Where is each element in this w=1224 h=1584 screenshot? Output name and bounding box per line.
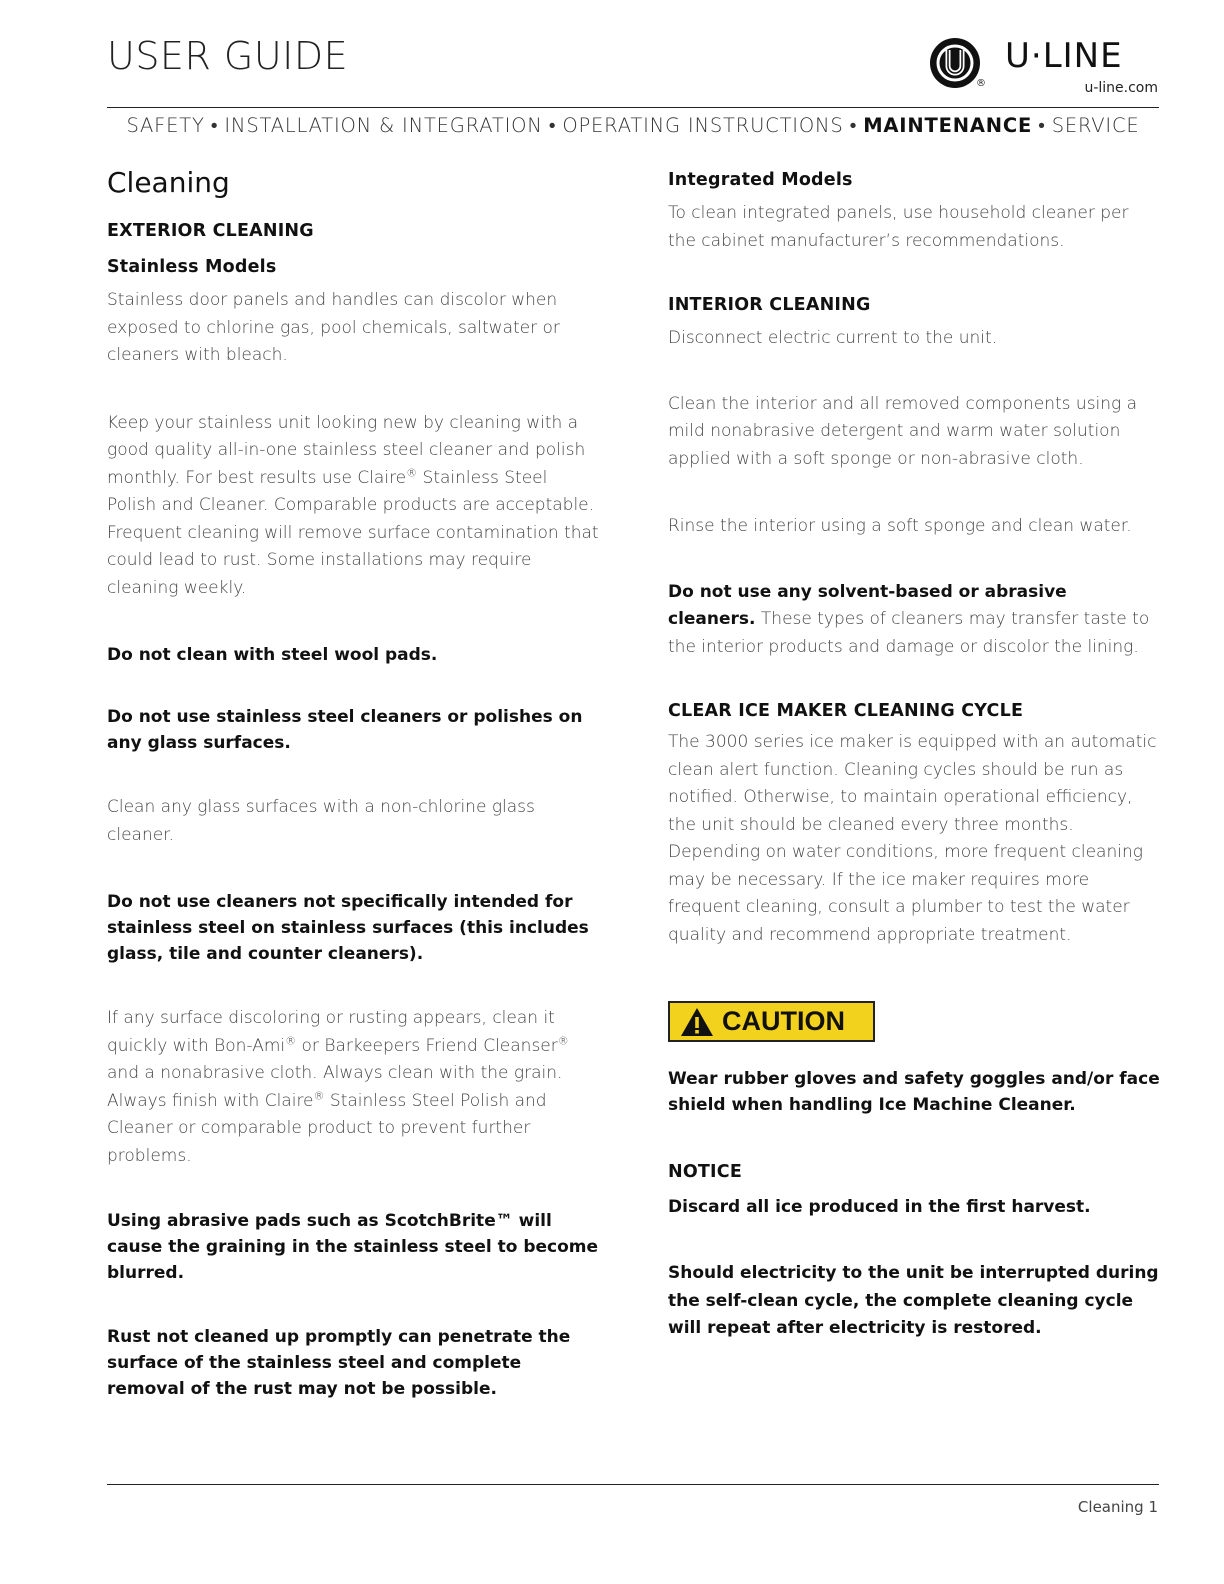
power-interruption-text: Should electricity to the unit be interrupted during the self-clean cycle, the complete cleaning cycle will repeat after electricity is restored.: [668, 1263, 1159, 1338]
caution-label: CAUTION: [722, 1006, 845, 1036]
rinse-paragraph: Rinse the interior using a soft sponge and clean water.: [668, 516, 1132, 536]
warning-rust: Rust not cleaned up promptly can penetrate the surface of the stainless steel and complete removal of the rust may not be possible.: [107, 1327, 571, 1399]
left-column: [107, 166, 599, 1402]
warning-glass-surfaces: Do not use stainless steel cleaners or polishes on any glass surfaces.: [107, 707, 583, 753]
interior-clean-paragraph: Clean the interior and all removed components using a mild nonabrasive detergent and warm water solution applied with a soft sponge or non-abrasive cloth.: [668, 393, 1138, 469]
glass-cleaning-paragraph: Clean any glass surfaces with a non-chlorine glass cleaner.: [107, 797, 535, 845]
warning-triangle-icon: [680, 1007, 714, 1037]
interior-cleaning-heading: INTERIOR CLEANING: [668, 295, 871, 315]
caution-label-box: [668, 1001, 875, 1042]
brand-wordmark: U·LINE: [1005, 36, 1123, 76]
section-title: Cleaning: [107, 166, 230, 199]
nav-item-installation[interactable]: INSTALLATION & INTEGRATION: [224, 114, 543, 137]
ice-maker-paragraph: The 3000 series ice maker is equipped with an automatic clean alert function. Cleaning cycles should be run as notified. Otherwise, to maintain operational efficiency, the unit should be cleaned every three months. Depending on water conditions, more frequent cleaning may be necessary. If the ice maker requires more frequent cleaning, consult a plumber to test the water quality and recommend appropriate treatment.: [668, 732, 1157, 945]
right-column: [668, 170, 1160, 1343]
integrated-panels-paragraph: To clean integrated panels, use household cleaner per the cabinet manufacturer’s recommendations.: [668, 203, 1129, 251]
nav-item-safety[interactable]: SAFETY: [126, 114, 205, 137]
section-nav: [107, 114, 1159, 138]
footer-divider: [107, 1484, 1159, 1485]
exterior-cleaning-heading: EXTERIOR CLEANING: [107, 221, 314, 241]
notice-heading: NOTICE: [668, 1162, 742, 1182]
stainless-care-paragraph: Keep your stainless unit looking new by cleaning with a good quality all-in-one stainless steel cleaner and polish monthly. For best results use Claire® Stainless Steel Polish and Cleaner. Comparable products are acceptable. Frequent cleaning will remove surface contamination that could lead to rust. Some installations may require cleaning weekly.: [107, 412, 599, 598]
page-number: Cleaning 1: [1077, 1498, 1158, 1516]
notice-text: Discard all ice produced in the first harvest.: [668, 1197, 1091, 1217]
nav-separator: •: [849, 114, 858, 137]
nav-separator: •: [1038, 114, 1046, 137]
nav-separator: •: [548, 114, 557, 137]
warning-abrasive-pads: Using abrasive pads such as ScotchBrite™ will cause the graining in the stainless steel to become blurred.: [107, 1211, 599, 1283]
ice-maker-heading: CLEAR ICE MAKER CLEANING CYCLE: [668, 701, 1024, 721]
warning-steel-wool: Do not clean with steel wool pads.: [107, 645, 438, 665]
nav-separator: •: [210, 114, 219, 137]
integrated-models-heading: Integrated Models: [668, 170, 853, 190]
nav-item-service[interactable]: SERVICE: [1051, 114, 1140, 137]
nav-item-maintenance[interactable]: MAINTENANCE: [863, 114, 1033, 137]
caution-text: Wear rubber gloves and safety goggles and/or face shield when handling Ice Machine Cleaner.: [668, 1069, 1160, 1115]
disconnect-paragraph: Disconnect electric current to the unit.: [668, 328, 998, 348]
document-title: USER GUIDE: [107, 34, 349, 78]
nav-item-operating[interactable]: OPERATING INSTRUCTIONS: [562, 114, 844, 137]
stainless-discolor-paragraph: Stainless door panels and handles can discolor when exposed to chlorine gas, pool chemicals, saltwater or cleaners with bleach.: [107, 290, 560, 365]
website-link[interactable]: u-line.com: [1084, 80, 1158, 96]
stainless-models-heading: Stainless Models: [107, 257, 277, 277]
warning-unintended-cleaners: Do not use cleaners not specifically intended for stainless steel on stainless surfaces (this includes glass, tile and counter cleaners).: [107, 892, 589, 964]
header-divider: [107, 107, 1159, 108]
brand-registered-mark: ®: [976, 78, 986, 89]
solvent-warning-paragraph: Do not use any solvent-based or abrasive cleaners. These types of cleaners may transfer taste to the interior products and damage or discolor the lining.: [668, 581, 1150, 657]
rust-cleaning-paragraph: If any surface discoloring or rusting appears, clean it quickly with Bon-Ami® or Barkeepers Friend Cleanser® and a nonabrasive cloth. Always clean with the grain. Always finish with Claire® Stainless Steel Polish and Cleaner or comparable product to prevent further problems.: [107, 1008, 569, 1166]
uline-logo-icon: [928, 36, 982, 90]
